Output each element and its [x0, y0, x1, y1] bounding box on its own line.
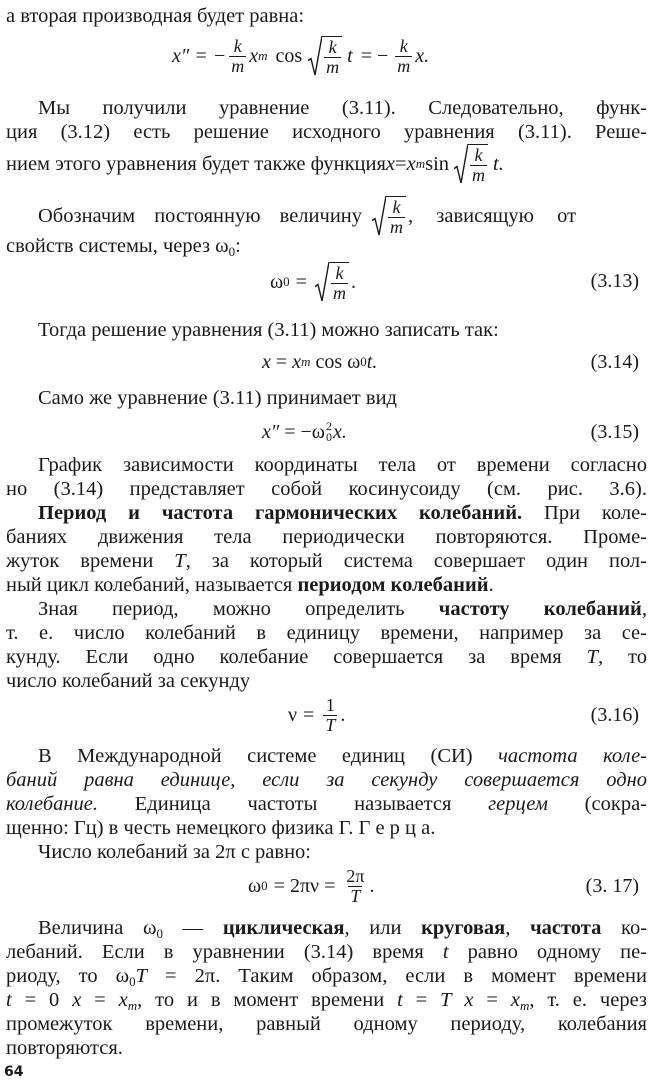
text-line: График зависимости координаты тела от времени согласно	[38, 454, 647, 476]
var-x: x	[249, 44, 259, 67]
text-line: но (3.14) представляет собой косинусоиду (см. рис. 3.6).	[6, 478, 647, 500]
text-line: а вторая производная будет равна:	[6, 5, 305, 27]
text-line: жуток времени T, за который система совершает один пол-	[6, 550, 647, 572]
text-line: щенно: Гц) в честь немецкого физика Г. Г е р ц а.	[6, 817, 436, 839]
text-line-with-formula: нием этого уравнения будет также функция x = x m sin $\frac{k}{m}$ t.	[6, 144, 504, 185]
text-line: число колебаний за секунду	[6, 670, 251, 692]
var-t: t	[347, 44, 353, 67]
text-line: ный цикл колебаний, называется периодом колебаний.	[6, 574, 494, 596]
text-line: баниях движения тела периодически повторяются. Проме-	[6, 526, 647, 548]
fraction-k-over-m-2: $\frac{k}{m}$	[397, 35, 411, 76]
text-line: Само же уравнение (3.11) принимает вид	[38, 387, 397, 409]
text-line: Число колебаний за 2π с равно:	[38, 841, 312, 863]
equation-number: (3.13)	[590, 270, 639, 292]
sqrt-k-over-m: $\frac{k}{m}$	[454, 144, 488, 185]
text-line: Мы получили уравнение (3.11). Следовательно, функ-	[38, 97, 647, 119]
sqrt-k-over-m: $\frac{k}{m}$	[308, 36, 342, 77]
sqrt-k-over-m: $\frac{k}{m}$	[315, 262, 349, 303]
text-line: кунду. Если одно колебание совершается за время T, то	[6, 646, 647, 668]
text-line: Период и частота гармонических колебаний. При коле-	[38, 502, 647, 524]
text-line: свойств системы, через $\omega_0$:	[6, 235, 241, 259]
equation-number: (3.14)	[590, 351, 639, 373]
equation-3-13: ω 0 = $\frac{k}{m}$ . (3.13)	[270, 262, 639, 303]
sub-m: m	[258, 48, 268, 63]
fraction-1-over-T: $\frac{1}{T}$	[325, 694, 336, 735]
text-line: Величина $\omega_0$ — циклическая, или круговая, частота ко-	[38, 917, 648, 941]
fraction-2pi-over-T: $\frac{2\pi}{T}$	[346, 865, 365, 906]
equation-number: (3.15)	[590, 421, 639, 443]
text-line: баний равна единице, если за секунду совершается одно	[6, 769, 647, 791]
fraction-k-over-m: $\frac{k}{m}$	[231, 35, 245, 76]
eq-sign: = −	[360, 44, 389, 67]
equation-number: (3. 17)	[585, 875, 639, 897]
text-line: В Международной системе единиц (СИ) частота коле-	[38, 745, 647, 767]
sqrt-k-over-m: $\frac{k}{m}$	[372, 196, 406, 237]
eq-lhs: x″ = −	[172, 44, 227, 67]
text-line: Зная период, можно определить частоту колебаний,	[38, 598, 647, 620]
equation-3-14: x = x m cos ω 0 t. (3.14)	[262, 350, 639, 373]
text-line: лебаний. Если в уравнении (3.14) время t равно одному пе-	[6, 941, 647, 963]
text-line: Тогда решение уравнения (3.11) можно записать так:	[38, 319, 499, 341]
equation-3-16: ν = $\frac{1}{T}$ . (3.16)	[288, 694, 639, 735]
text-line: промежуток времени, равный одному периоду, колебания	[6, 1013, 647, 1035]
equation-3-17: ω 0 = 2πν = $\frac{2\pi}{T}$ . (3. 17)	[248, 865, 639, 906]
text-line: повторяются.	[6, 1037, 123, 1059]
text-line: ция (3.12) есть решение исходного уравнения (3.11). Реше-	[6, 121, 647, 143]
cos-fn: cos	[275, 44, 303, 67]
text-line: риоду, то $\omega_0T = 2\pi$. Таким образом, если в момент времени	[6, 965, 647, 989]
equation-number: (3.16)	[590, 704, 639, 726]
equation-second-derivative	[0, 36, 647, 76]
text-line-with-formula: Обозначим постоянную величину $\frac{k}{m}$ , зависящую от	[38, 196, 577, 237]
text-line: т. е. число колебаний в единицу времени, например за се-	[6, 622, 647, 644]
var-x-end: x.	[415, 44, 430, 67]
text-line: t = 0 $x = x_m$, то и в момент времени t = T $x = x_m$, т. е. через	[6, 989, 648, 1013]
page-number: 64	[4, 1064, 24, 1080]
text-line: колебание. Единица частоты называется герцем (сокра-	[6, 793, 647, 815]
equation-3-15: x″ = −ω 2 0 x. (3.15)	[262, 419, 639, 444]
